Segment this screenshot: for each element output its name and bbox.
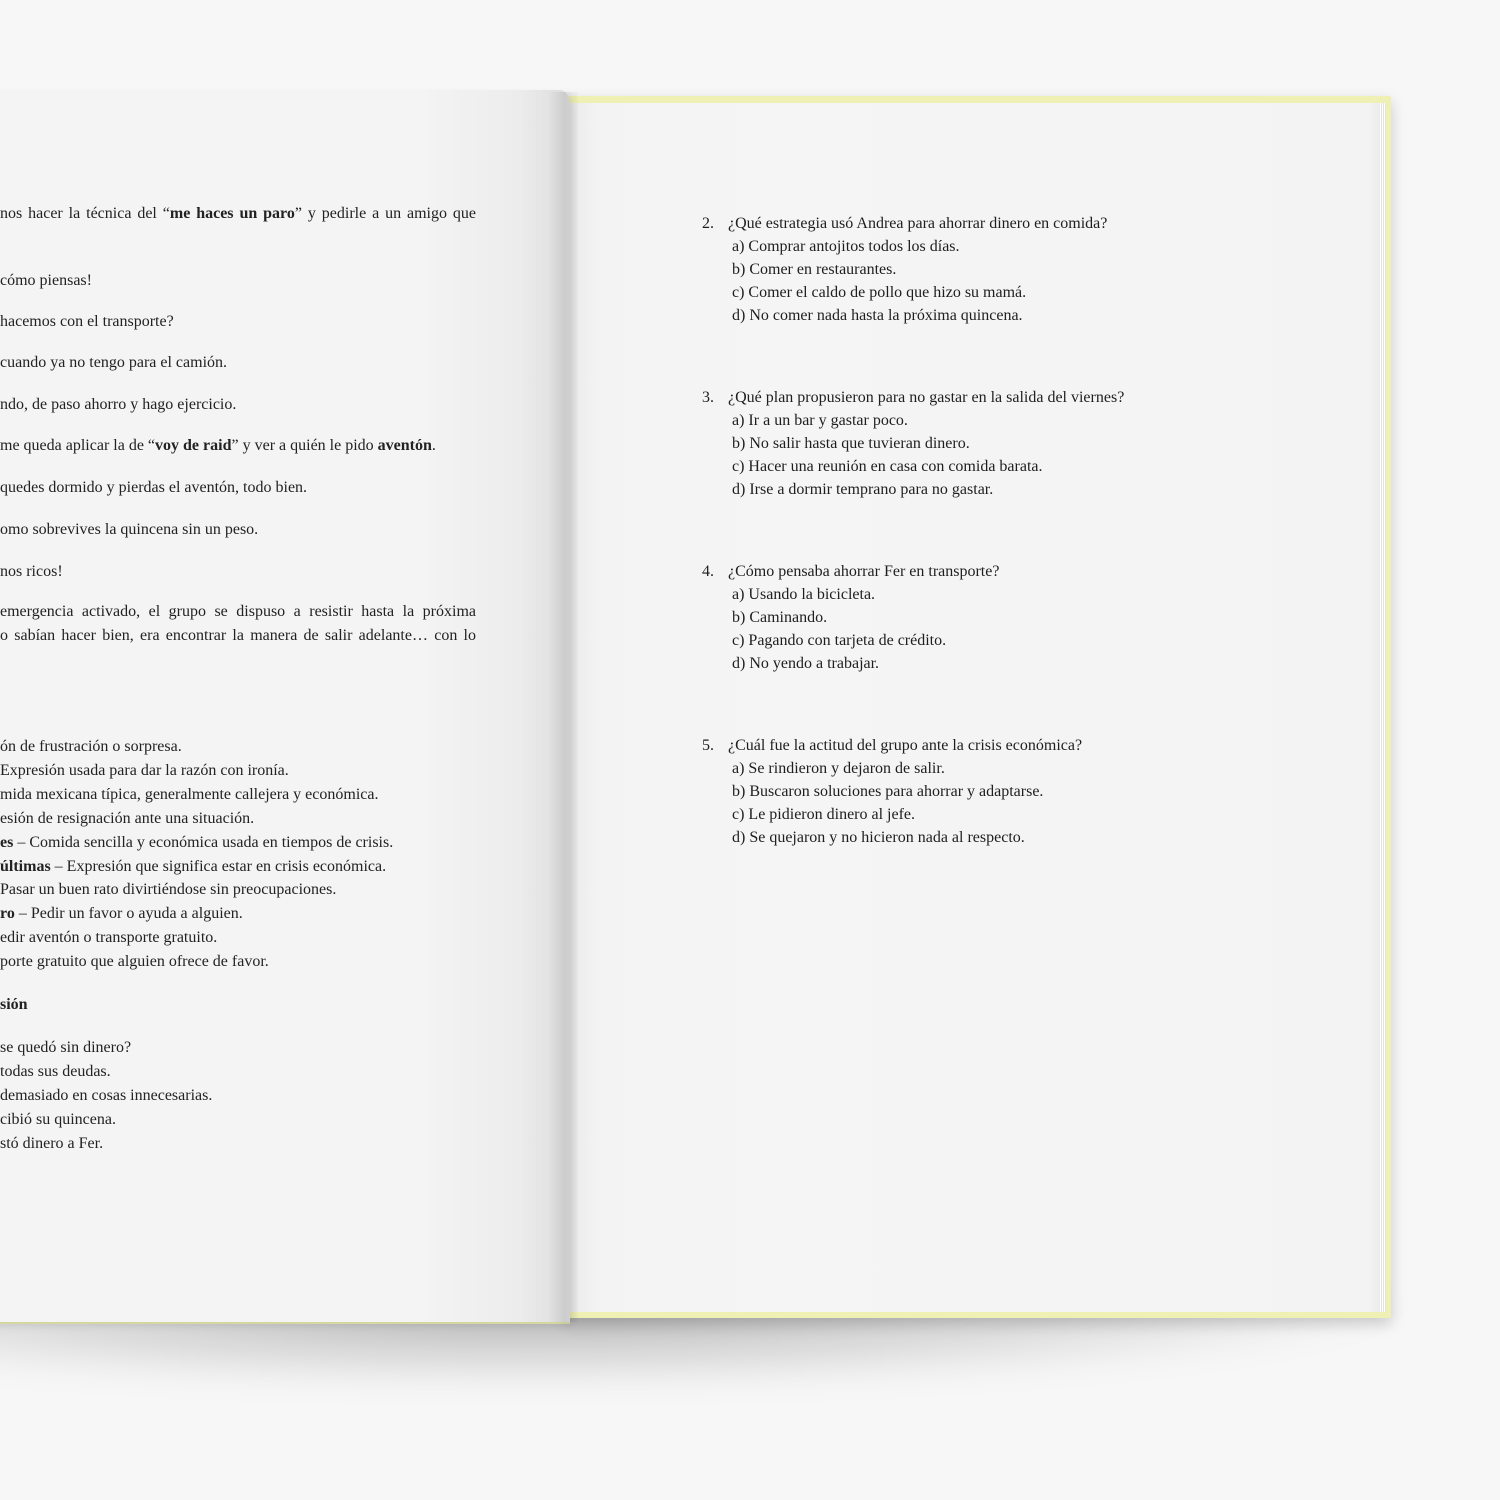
text-run: o sabían hacer bien, era encontrar la manera de salir adelante… con lo [0,627,476,644]
answer-option: a) Ir a un bar y gastar poco. [732,412,908,429]
answer-option: b) Comer en restaurantes. [732,261,897,278]
answer-option: d) No yendo a trabajar. [732,655,880,672]
question-prompt: ¿Cómo pensaba ahorrar Fer en transporte? [728,563,1000,580]
bold-term: sión [0,996,28,1013]
text-run: nos ricos! [0,563,63,580]
left-page-line [0,904,243,924]
bold-term: me haces un paro [169,205,295,222]
text-run: ón de frustración o sorpresa. [0,738,182,755]
left-page-line [0,785,378,805]
left-page-line [0,857,386,877]
left-page-line [0,436,436,456]
question-number: 4. [702,563,714,580]
text-run: Expresión usada para dar la razón con ironía. [0,762,289,779]
text-run: ” y pedirle a un amigo que [294,205,477,222]
answer-option: c) Le pidieron dinero al jefe. [732,806,916,823]
answer-option: c) Hacer una reunión en casa con comida barata. [732,458,1043,475]
text-run: me queda aplicar la de “ [0,437,156,454]
text-run: – Expresión que significa estar en crisis económica. [50,858,387,875]
left-page-line [0,880,336,900]
text-run: – Comida sencilla y económica usada en tiempos de crisis. [13,834,394,851]
comprehension-questions [702,212,1302,908]
text-run: ndo, de paso ahorro y hago ejercicio. [0,396,237,413]
answer-option: c) Pagando con tarjeta de crédito. [732,632,947,649]
text-run: cómo piensas! [0,272,92,289]
left-page-line [0,1038,131,1058]
text-run: todas sus deudas. [0,1063,111,1080]
question-block [702,386,1302,560]
left-page-line [0,995,28,1015]
left-page-line [0,952,269,972]
answer-option: d) Se quejaron y no hicieron nada al respecto. [732,829,1025,846]
bold-term: es [0,834,14,851]
text-run: mida mexicana típica, generalmente callejera y económica. [0,786,379,803]
text-run: nos hacer la técnica del “ [0,205,170,222]
bold-term: aventón [377,437,432,454]
question-block [702,212,1302,386]
left-page-text [0,0,570,1500]
bold-term: voy de raid [155,437,232,454]
question-text [702,560,1302,583]
text-run: cibió su quincena. [0,1111,116,1128]
text-run: ” y ver a quién le pido [231,437,378,454]
text-run: Pasar un buen rato divirtiéndose sin preocupaciones. [0,881,337,898]
text-run: – Pedir un favor o ayuda a alguien. [14,905,243,922]
bold-term: ro [0,905,15,922]
text-run: hacemos con el transporte? [0,313,174,330]
text-run: se quedó sin dinero? [0,1039,132,1056]
question-number: 2. [702,215,714,232]
answer-option: c) Comer el caldo de pollo que hizo su mamá. [732,284,1027,301]
question-text [702,386,1302,409]
question-prompt: ¿Qué plan propusieron para no gastar en la salida del viernes? [728,389,1125,406]
text-run: emergencia activado, el grupo se dispuso a resistir hasta la próxima [0,603,476,620]
left-page-line [0,833,393,853]
book-gutter [548,92,578,1322]
answer-option: a) Comprar antojitos todos los días. [732,238,960,255]
text-run: omo sobrevives la quincena sin un peso. [0,521,259,538]
left-page-line [0,562,63,582]
text-run: porte gratuito que alguien ofrece de favor. [0,953,269,970]
answer-option: d) Irse a dormir temprano para no gastar. [732,481,994,498]
answer-option: b) Caminando. [732,609,828,626]
left-page-line [0,1134,103,1154]
question-number: 3. [702,389,714,406]
left-page-line [0,312,174,332]
answer-option: a) Se rindieron y dejaron de salir. [732,760,945,777]
question-prompt: ¿Qué estrategia usó Andrea para ahorrar dinero en comida? [728,215,1108,232]
text-run: demasiado en cosas innecesarias. [0,1087,213,1104]
question-number: 5. [702,737,714,754]
left-page-line [0,271,92,291]
text-run: stó dinero a Fer. [0,1135,104,1152]
question-text [702,734,1302,757]
text-run: edir aventón o transporte gratuito. [0,929,218,946]
answer-option: b) Buscaron soluciones para ahorrar y adaptarse. [732,783,1044,800]
left-page-line [0,204,476,224]
answer-option: a) Usando la bicicleta. [732,586,876,603]
question-block [702,560,1302,734]
left-page-line [0,353,227,373]
text-run: cuando ya no tengo para el camión. [0,354,228,371]
left-page-line [0,1110,116,1130]
left-page-line [0,626,476,646]
left-page-line [0,478,307,498]
answer-option: d) No comer nada hasta la próxima quincena. [732,307,1023,324]
answer-option: b) No salir hasta que tuvieran dinero. [732,435,970,452]
left-page-line [0,395,236,415]
left-page-line [0,1062,111,1082]
text-run: . [431,437,436,454]
page-stack-edge [1380,103,1386,1312]
text-run: quedes dormido y pierdas el aventón, todo bien. [0,479,308,496]
question-block [702,734,1302,908]
bold-term: últimas [0,858,51,875]
left-page-line [0,1086,212,1106]
question-prompt: ¿Cuál fue la actitud del grupo ante la crisis económica? [728,737,1083,754]
left-page-line [0,602,476,622]
text-run: esión de resignación ante una situación. [0,810,255,827]
left-page-line [0,737,182,757]
left-page-line [0,520,258,540]
left-page-line [0,809,254,829]
left-page-line [0,928,217,948]
left-page-line [0,761,289,781]
question-text [702,212,1302,235]
